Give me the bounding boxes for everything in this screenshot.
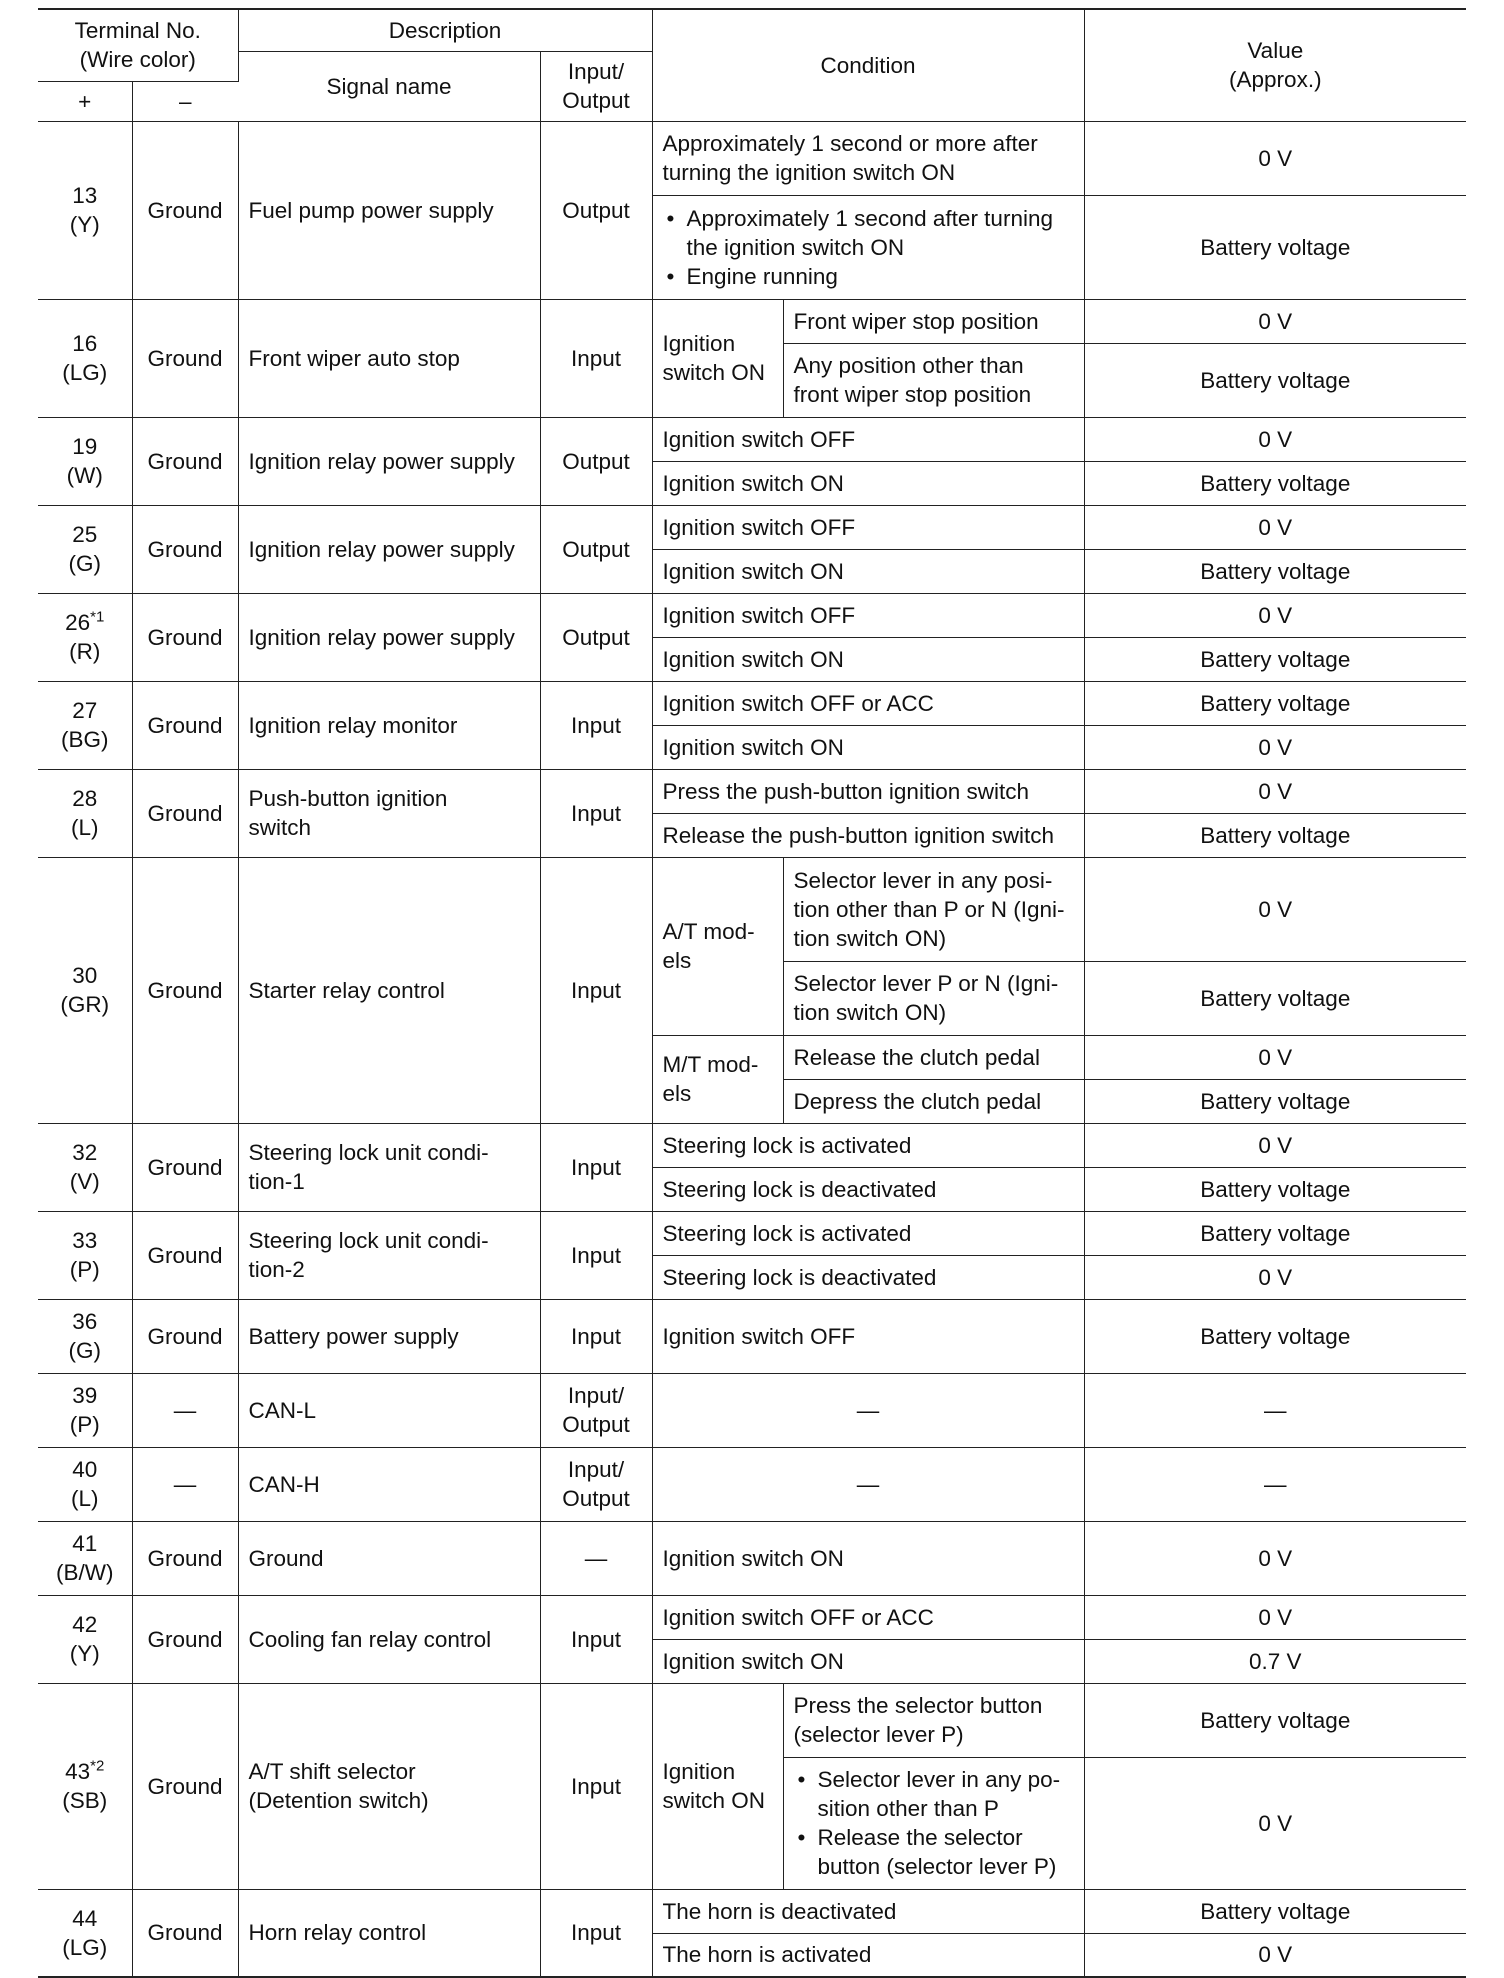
terminal-table bbox=[38, 8, 1466, 1978]
value-cell: 0 V bbox=[1084, 1123, 1466, 1167]
io-cell: Output bbox=[540, 593, 652, 681]
terminal-cell bbox=[38, 1683, 132, 1889]
condition-cell: Press the push-button ignition switch bbox=[652, 769, 1084, 813]
signal-name-cell: Ignition relay power supply bbox=[238, 505, 540, 593]
ignition-switch-cell: Ignition switch ON bbox=[652, 1683, 783, 1889]
value-cell: 0.7 V bbox=[1084, 1639, 1466, 1683]
at-models-cell: A/T mod- els bbox=[652, 857, 783, 1035]
header-description: Description bbox=[238, 9, 652, 51]
value-cell: Battery voltage bbox=[1084, 549, 1466, 593]
terminal-cell bbox=[38, 593, 132, 681]
value-cell: Battery voltage bbox=[1084, 637, 1466, 681]
value-cell: Battery voltage bbox=[1084, 1889, 1466, 1933]
terminal-cell: 33 (P) bbox=[38, 1211, 132, 1299]
signal-name-cell: Push-button ignition switch bbox=[238, 769, 540, 857]
value-cell: 0 V bbox=[1084, 417, 1466, 461]
condition-cell: Selector lever P or N (Igni- tion switch ON) bbox=[783, 961, 1084, 1035]
terminal-cell: 13 (Y) bbox=[38, 121, 132, 299]
condition-cell: The horn is activated bbox=[652, 1933, 1084, 1977]
header-condition: Condition bbox=[652, 9, 1084, 121]
io-cell: Input bbox=[540, 769, 652, 857]
condition-cell: Ignition switch OFF bbox=[652, 417, 1084, 461]
condition-cell: Ignition switch ON bbox=[652, 461, 1084, 505]
terminal-cell: 39 (P) bbox=[38, 1373, 132, 1447]
value-cell: Battery voltage bbox=[1084, 1211, 1466, 1255]
ground-cell: — bbox=[132, 1373, 238, 1447]
header-terminal-no: Terminal No. (Wire color) bbox=[38, 9, 238, 81]
signal-name-cell: Ignition relay monitor bbox=[238, 681, 540, 769]
ground-cell: Ground bbox=[132, 1889, 238, 1977]
ignition-switch-cell: Ignition switch ON bbox=[652, 299, 783, 417]
value-cell: 0 V bbox=[1084, 121, 1466, 195]
condition-cell: Ignition switch ON bbox=[652, 637, 1084, 681]
terminal-cell: 42 (Y) bbox=[38, 1595, 132, 1683]
signal-name-cell: Fuel pump power supply bbox=[238, 121, 540, 299]
value-cell: 0 V bbox=[1084, 769, 1466, 813]
signal-name-cell: Ignition relay power supply bbox=[238, 593, 540, 681]
value-cell: — bbox=[1084, 1447, 1466, 1521]
condition-bullet: • Selector lever in any po- sition other than P bbox=[818, 1765, 1074, 1823]
signal-name-cell: Steering lock unit condi- tion-2 bbox=[238, 1211, 540, 1299]
condition-cell: Ignition switch OFF bbox=[652, 593, 1084, 637]
condition-cell: Release the clutch pedal bbox=[783, 1035, 1084, 1079]
condition-cell: Front wiper stop position bbox=[783, 299, 1084, 343]
value-cell: 0 V bbox=[1084, 725, 1466, 769]
condition-cell: Ignition switch ON bbox=[652, 1639, 1084, 1683]
signal-name-cell: Steering lock unit condi- tion-1 bbox=[238, 1123, 540, 1211]
io-cell: Input bbox=[540, 1595, 652, 1683]
value-cell: 0 V bbox=[1084, 593, 1466, 637]
terminal-number: 26 bbox=[65, 610, 91, 635]
footnote-mark: *1 bbox=[90, 608, 105, 626]
terminal-cell: 41 (B/W) bbox=[38, 1521, 132, 1595]
terminal-cell: 30 (GR) bbox=[38, 857, 132, 1123]
signal-name-cell: Ground bbox=[238, 1521, 540, 1595]
io-cell: Input bbox=[540, 299, 652, 417]
ground-cell: Ground bbox=[132, 681, 238, 769]
value-cell: Battery voltage bbox=[1084, 1299, 1466, 1373]
condition-cell: — bbox=[652, 1447, 1084, 1521]
value-cell: 0 V bbox=[1084, 1035, 1466, 1079]
ground-cell: Ground bbox=[132, 1595, 238, 1683]
header-value: Value (Approx.) bbox=[1084, 9, 1466, 121]
condition-cell: Steering lock is activated bbox=[652, 1123, 1084, 1167]
signal-name-cell: Battery power supply bbox=[238, 1299, 540, 1373]
terminal-cell: 44 (LG) bbox=[38, 1889, 132, 1977]
condition-cell: Steering lock is activated bbox=[652, 1211, 1084, 1255]
value-cell: 0 V bbox=[1084, 1595, 1466, 1639]
mt-models-cell: M/T mod- els bbox=[652, 1035, 783, 1123]
header-minus: – bbox=[132, 81, 238, 121]
condition-cell: Ignition switch OFF or ACC bbox=[652, 1595, 1084, 1639]
value-cell: Battery voltage bbox=[1084, 681, 1466, 725]
terminal-cell: 40 (L) bbox=[38, 1447, 132, 1521]
condition-cell: Any position other than front wiper stop position bbox=[783, 343, 1084, 417]
value-cell: Battery voltage bbox=[1084, 195, 1466, 299]
ground-cell: Ground bbox=[132, 417, 238, 505]
value-cell: 0 V bbox=[1084, 299, 1466, 343]
value-cell: Battery voltage bbox=[1084, 461, 1466, 505]
io-cell: Input/ Output bbox=[540, 1447, 652, 1521]
ground-cell: Ground bbox=[132, 1299, 238, 1373]
ground-cell: Ground bbox=[132, 1123, 238, 1211]
value-cell: 0 V bbox=[1084, 1255, 1466, 1299]
signal-name-cell: A/T shift selector (Detention switch) bbox=[238, 1683, 540, 1889]
condition-cell: Approximately 1 second or more after turning the ignition switch ON bbox=[652, 121, 1084, 195]
io-cell: Input bbox=[540, 1211, 652, 1299]
io-cell: Input bbox=[540, 1123, 652, 1211]
terminal-cell: 32 (V) bbox=[38, 1123, 132, 1211]
value-cell: Battery voltage bbox=[1084, 343, 1466, 417]
condition-cell: Press the selector button (selector lever P) bbox=[783, 1683, 1084, 1757]
condition-cell: Ignition switch ON bbox=[652, 1521, 1084, 1595]
io-cell: Input bbox=[540, 1683, 652, 1889]
io-cell: Input bbox=[540, 1889, 652, 1977]
condition-cell: Ignition switch ON bbox=[652, 549, 1084, 593]
condition-cell: Selector lever in any posi- tion other than P or N (Igni- tion switch ON) bbox=[783, 857, 1084, 961]
condition-cell: Steering lock is deactivated bbox=[652, 1167, 1084, 1211]
ground-cell: Ground bbox=[132, 593, 238, 681]
condition-cell: — bbox=[652, 1373, 1084, 1447]
value-cell: Battery voltage bbox=[1084, 813, 1466, 857]
ground-cell: Ground bbox=[132, 1683, 238, 1889]
value-cell: 0 V bbox=[1084, 1757, 1466, 1889]
condition-cell bbox=[783, 1757, 1084, 1889]
io-cell: Input/ Output bbox=[540, 1373, 652, 1447]
value-cell: Battery voltage bbox=[1084, 1683, 1466, 1757]
io-cell: Input bbox=[540, 1299, 652, 1373]
value-cell: 0 V bbox=[1084, 1933, 1466, 1977]
value-cell: Battery voltage bbox=[1084, 1167, 1466, 1211]
terminal-cell: 19 (W) bbox=[38, 417, 132, 505]
terminal-cell: 27 (BG) bbox=[38, 681, 132, 769]
io-cell: Output bbox=[540, 121, 652, 299]
terminal-cell: 28 (L) bbox=[38, 769, 132, 857]
ground-cell: Ground bbox=[132, 1521, 238, 1595]
value-cell: 0 V bbox=[1084, 1521, 1466, 1595]
terminal-cell: 36 (G) bbox=[38, 1299, 132, 1373]
io-cell: Input bbox=[540, 681, 652, 769]
condition-cell: Ignition switch OFF or ACC bbox=[652, 681, 1084, 725]
condition-cell: The horn is deactivated bbox=[652, 1889, 1084, 1933]
condition-bullet: • Release the selector button (selector lever P) bbox=[818, 1823, 1074, 1881]
ground-cell: Ground bbox=[132, 299, 238, 417]
terminal-number: 43 bbox=[65, 1759, 91, 1784]
ground-cell: Ground bbox=[132, 121, 238, 299]
ground-cell: Ground bbox=[132, 769, 238, 857]
signal-name-cell: Front wiper auto stop bbox=[238, 299, 540, 417]
header-input-output: Input/ Output bbox=[540, 51, 652, 121]
signal-name-cell: Starter relay control bbox=[238, 857, 540, 1123]
terminal-cell: 25 (G) bbox=[38, 505, 132, 593]
condition-bullet: • Engine running bbox=[687, 262, 1074, 291]
condition-cell: Release the push-button ignition switch bbox=[652, 813, 1084, 857]
condition-cell: Ignition switch OFF bbox=[652, 505, 1084, 549]
condition-cell: Depress the clutch pedal bbox=[783, 1079, 1084, 1123]
wire-color: (SB) bbox=[62, 1788, 108, 1813]
io-cell: Output bbox=[540, 505, 652, 593]
value-cell: — bbox=[1084, 1373, 1466, 1447]
condition-bullet: • Approximately 1 second after turning the ignition switch ON bbox=[687, 204, 1074, 262]
condition-cell: Ignition switch OFF bbox=[652, 1299, 1084, 1373]
signal-name-cell: Cooling fan relay control bbox=[238, 1595, 540, 1683]
signal-name-cell: Horn relay control bbox=[238, 1889, 540, 1977]
ground-cell: Ground bbox=[132, 1211, 238, 1299]
footnote-mark: *2 bbox=[90, 1757, 105, 1775]
condition-cell bbox=[652, 195, 1084, 299]
value-cell: 0 V bbox=[1084, 857, 1466, 961]
signal-name-cell: Ignition relay power supply bbox=[238, 417, 540, 505]
terminal-cell: 16 (LG) bbox=[38, 299, 132, 417]
value-cell: Battery voltage bbox=[1084, 961, 1466, 1035]
io-cell: Input bbox=[540, 857, 652, 1123]
wire-color: (R) bbox=[69, 639, 101, 664]
ground-cell: Ground bbox=[132, 857, 238, 1123]
ground-cell: — bbox=[132, 1447, 238, 1521]
value-cell: 0 V bbox=[1084, 505, 1466, 549]
value-cell: Battery voltage bbox=[1084, 1079, 1466, 1123]
io-cell: — bbox=[540, 1521, 652, 1595]
ground-cell: Ground bbox=[132, 505, 238, 593]
signal-name-cell: CAN-H bbox=[238, 1447, 540, 1521]
signal-name-cell: CAN-L bbox=[238, 1373, 540, 1447]
header-signal-name: Signal name bbox=[238, 51, 540, 121]
io-cell: Output bbox=[540, 417, 652, 505]
condition-cell: Ignition switch ON bbox=[652, 725, 1084, 769]
header-plus: + bbox=[38, 81, 132, 121]
condition-cell: Steering lock is deactivated bbox=[652, 1255, 1084, 1299]
